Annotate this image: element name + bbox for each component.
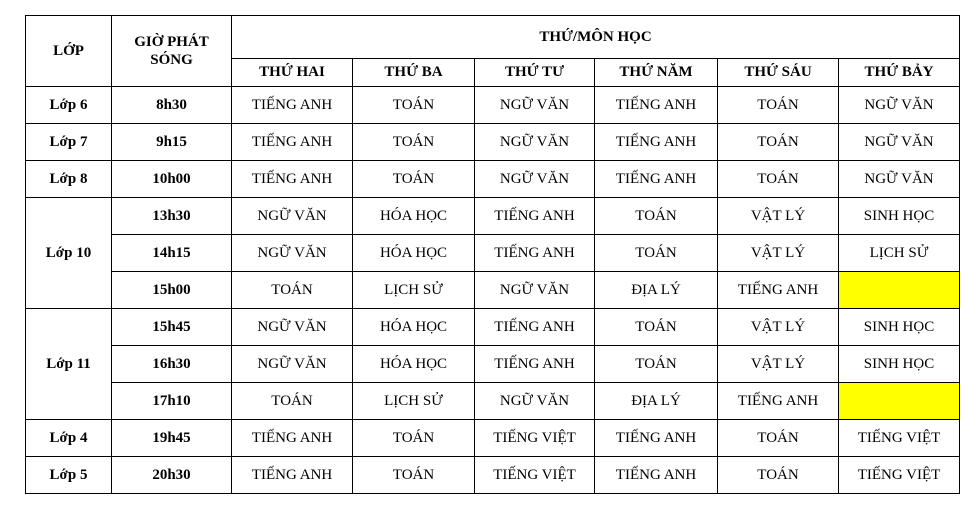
subject-cell: VẬT LÝ (718, 309, 839, 346)
subject-cell: TOÁN (718, 161, 839, 198)
table-row (26, 457, 960, 494)
subject-cell: TOÁN (353, 161, 475, 198)
schedule-body (26, 87, 960, 494)
subject-cell: NGỮ VĂN (475, 124, 595, 161)
class-cell: Lớp 11 (26, 309, 112, 420)
time-cell: 16h30 (112, 346, 232, 383)
class-cell: Lớp 6 (26, 87, 112, 124)
subject-cell: VẬT LÝ (718, 346, 839, 383)
class-cell: Lớp 5 (26, 457, 112, 494)
subject-cell: HÓA HỌC (353, 309, 475, 346)
subject-cell: VẬT LÝ (718, 235, 839, 272)
subject-cell: TOÁN (353, 87, 475, 124)
subject-cell: TOÁN (718, 124, 839, 161)
subject-cell: TOÁN (595, 346, 718, 383)
subject-cell: TOÁN (353, 457, 475, 494)
subject-cell: TIẾNG ANH (595, 420, 718, 457)
subject-cell: NGỮ VĂN (232, 235, 353, 272)
subject-cell: HÓA HỌC (353, 198, 475, 235)
table-row (26, 272, 960, 309)
subject-cell: ĐỊA LÝ (595, 383, 718, 420)
class-cell: Lớp 7 (26, 124, 112, 161)
subject-cell: TIẾNG VIỆT (839, 420, 960, 457)
table-row (26, 161, 960, 198)
time-cell: 19h45 (112, 420, 232, 457)
header-broadcast-time: GIỜ PHÁT SÓNG (112, 16, 232, 87)
subject-cell: HÓA HỌC (353, 346, 475, 383)
time-cell: 17h10 (112, 383, 232, 420)
subject-cell: TIẾNG ANH (232, 161, 353, 198)
subject-cell: TIẾNG ANH (475, 346, 595, 383)
time-cell: 13h30 (112, 198, 232, 235)
subject-cell: TOÁN (595, 235, 718, 272)
subject-cell: VẬT LÝ (718, 198, 839, 235)
table-row (26, 198, 960, 235)
time-cell: 20h30 (112, 457, 232, 494)
class-cell: Lớp 10 (26, 198, 112, 309)
table-row (26, 346, 960, 383)
header-day-subject: THỨ/MÔN HỌC (232, 16, 960, 59)
subject-cell: NGỮ VĂN (232, 198, 353, 235)
subject-cell: TIẾNG ANH (475, 235, 595, 272)
subject-cell: TOÁN (595, 309, 718, 346)
subject-cell: TOÁN (353, 124, 475, 161)
subject-cell: TIẾNG ANH (595, 124, 718, 161)
subject-cell: SINH HỌC (839, 309, 960, 346)
time-cell: 14h15 (112, 235, 232, 272)
subject-cell: HÓA HỌC (353, 235, 475, 272)
broadcast-schedule-table (25, 15, 960, 494)
subject-cell: TIẾNG ANH (232, 87, 353, 124)
subject-cell: TIẾNG VIỆT (839, 457, 960, 494)
table-row (26, 309, 960, 346)
subject-cell: NGỮ VĂN (839, 124, 960, 161)
subject-cell: ĐỊA LÝ (595, 272, 718, 309)
subject-cell: TOÁN (595, 198, 718, 235)
time-cell: 8h30 (112, 87, 232, 124)
header-day: THỨ HAI (232, 59, 353, 87)
subject-cell: SINH HỌC (839, 198, 960, 235)
subject-cell: TOÁN (353, 420, 475, 457)
subject-cell: TIẾNG ANH (595, 457, 718, 494)
subject-cell: TIẾNG ANH (232, 124, 353, 161)
header-class: LỚP (26, 16, 112, 87)
subject-cell: TOÁN (232, 272, 353, 309)
subject-cell: LỊCH SỬ (353, 383, 475, 420)
subject-cell: TIẾNG ANH (232, 420, 353, 457)
time-cell: 15h00 (112, 272, 232, 309)
time-cell: 9h15 (112, 124, 232, 161)
subject-cell: LỊCH SỬ (353, 272, 475, 309)
subject-cell: SINH HỌC (839, 346, 960, 383)
empty-highlighted-cell (839, 383, 960, 420)
time-cell: 10h00 (112, 161, 232, 198)
subject-cell: NGỮ VĂN (839, 161, 960, 198)
subject-cell: TIẾNG ANH (718, 383, 839, 420)
subject-cell: NGỮ VĂN (475, 161, 595, 198)
subject-cell: TIẾNG VIỆT (475, 420, 595, 457)
subject-cell: TIẾNG ANH (475, 198, 595, 235)
subject-cell: TIẾNG VIỆT (475, 457, 595, 494)
class-cell: Lớp 4 (26, 420, 112, 457)
subject-cell: LỊCH SỬ (839, 235, 960, 272)
empty-highlighted-cell (839, 272, 960, 309)
subject-cell: NGỮ VĂN (475, 272, 595, 309)
subject-cell: TIẾNG ANH (595, 161, 718, 198)
table-row (26, 87, 960, 124)
subject-cell: TIẾNG ANH (718, 272, 839, 309)
header-day: THỨ BẢY (839, 59, 960, 87)
subject-cell: NGỮ VĂN (475, 87, 595, 124)
header-day: THỨ TƯ (475, 59, 595, 87)
header-day: THỨ SÁU (718, 59, 839, 87)
subject-cell: TIẾNG ANH (595, 87, 718, 124)
table-row (26, 235, 960, 272)
table-row (26, 383, 960, 420)
subject-cell: NGỮ VĂN (232, 346, 353, 383)
subject-cell: TOÁN (718, 420, 839, 457)
table-row (26, 420, 960, 457)
subject-cell: TOÁN (718, 87, 839, 124)
table-row (26, 124, 960, 161)
subject-cell: TOÁN (718, 457, 839, 494)
subject-cell: NGỮ VĂN (232, 309, 353, 346)
class-cell: Lớp 8 (26, 161, 112, 198)
subject-cell: NGỮ VĂN (839, 87, 960, 124)
subject-cell: NGỮ VĂN (475, 383, 595, 420)
subject-cell: TOÁN (232, 383, 353, 420)
header-day: THỨ BA (353, 59, 475, 87)
header-day: THỨ NĂM (595, 59, 718, 87)
subject-cell: TIẾNG ANH (475, 309, 595, 346)
subject-cell: TIẾNG ANH (232, 457, 353, 494)
time-cell: 15h45 (112, 309, 232, 346)
